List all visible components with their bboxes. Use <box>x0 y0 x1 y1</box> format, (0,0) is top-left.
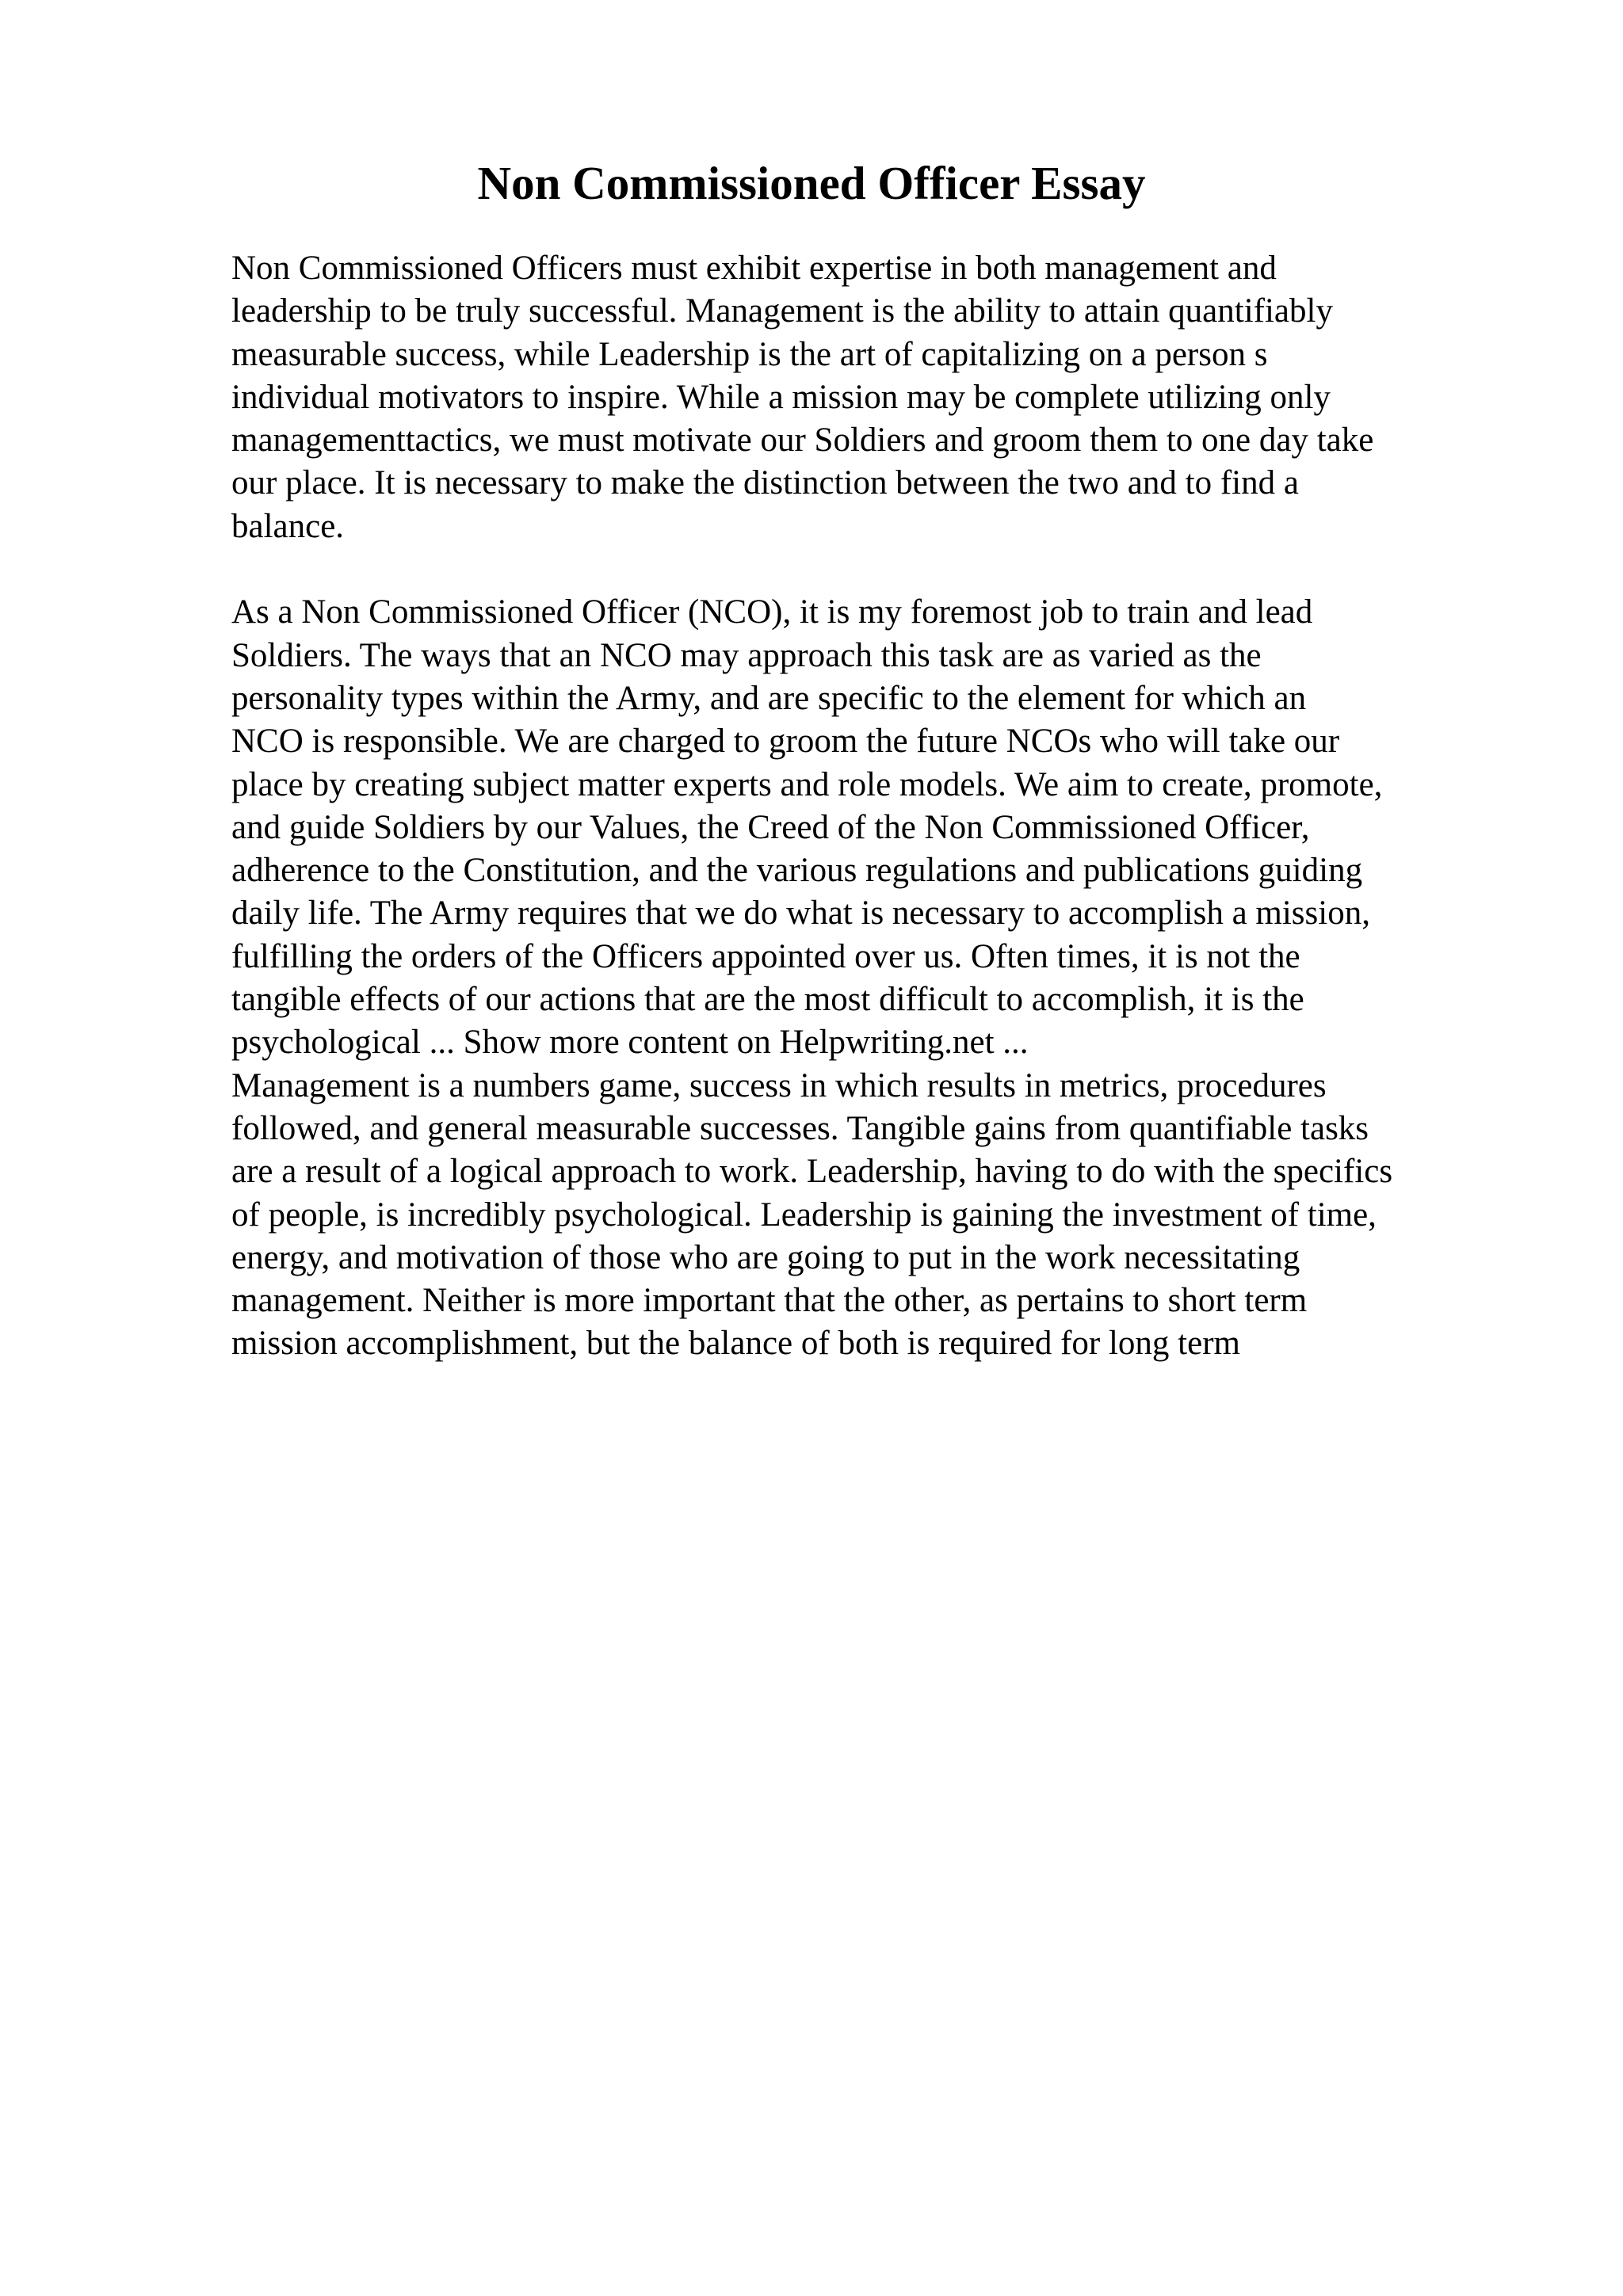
paragraph-line: management. Neither is more important that the other, as pertains to short term <box>231 1282 1308 1320</box>
paragraph-line: are a result of a logical approach to work. Leadership, having to do with the specifics <box>231 1153 1393 1191</box>
paragraph-line: and guide Soldiers by our Values, the Creed of the Non Commissioned Officer, <box>231 808 1310 846</box>
paragraph-line: leadership to be truly successful. Management is the ability to attain quantifiably <box>231 292 1333 330</box>
paragraph-3 <box>231 1065 1499 1366</box>
paragraph-line: place by creating subject matter experts and role models. We aim to create, promote, <box>231 765 1383 803</box>
paragraph-2 <box>231 591 1499 1064</box>
paragraph-1 <box>231 247 1499 548</box>
paragraph-line: Soldiers. The ways that an NCO may approach this task are as varied as the <box>231 636 1262 674</box>
paragraph-line: Non Commissioned Officers must exhibit expertise in both management and <box>231 250 1277 287</box>
paragraph-line: managementtactics, we must motivate our Soldiers and groom them to one day take <box>231 421 1374 460</box>
paragraph-line: balance. <box>231 507 345 545</box>
paragraph-line: fulfilling the orders of the Officers appointed over us. Often times, it is not the <box>231 937 1300 975</box>
paragraph-line: mission accomplishment, but the balance of both is required for long term <box>231 1325 1240 1363</box>
paragraph-line: our place. It is necessary to make the distinction between the two and to find a <box>231 464 1299 502</box>
paragraph-line: tangible effects of our actions that are the most difficult to accomplish, it is the <box>231 981 1304 1019</box>
page-title: Non Commissioned Officer Essay <box>477 157 1146 209</box>
paragraph-line: As a Non Commissioned Officer (NCO), it is my foremost job to train and lead <box>231 593 1313 631</box>
paragraph-line: adherence to the Constitution, and the various regulations and publications guiding <box>231 852 1363 890</box>
paragraph-line: individual motivators to inspire. While a mission may be complete utilizing only <box>231 378 1331 416</box>
paragraph-line: followed, and general measurable successes. Tangible gains from quantifiable tasks <box>231 1109 1369 1147</box>
paragraph-line: Management is a numbers game, success in which results in metrics, procedures <box>231 1066 1327 1104</box>
paragraph-line: daily life. The Army requires that we do what is necessary to accomplish a mission, <box>231 894 1370 933</box>
paragraph-line: energy, and motivation of those who are going to put in the work necessitating <box>231 1238 1300 1276</box>
paragraph-spacer <box>231 548 1499 591</box>
paragraph-line: psychological ... Show more content on Helpwriting.net ... <box>231 1024 1029 1062</box>
paragraph-line: personality types within the Army, and are specific to the element for which an <box>231 679 1307 717</box>
document-body <box>231 247 1499 1366</box>
paragraph-line: measurable success, while Leadership is the art of capitalizing on a person s <box>231 335 1268 373</box>
paragraph-line: of people, is incredibly psychological. Leadership is gaining the investment of time, <box>231 1196 1377 1234</box>
paragraph-line: NCO is responsible. We are charged to groom the future NCOs who will take our <box>231 723 1340 761</box>
